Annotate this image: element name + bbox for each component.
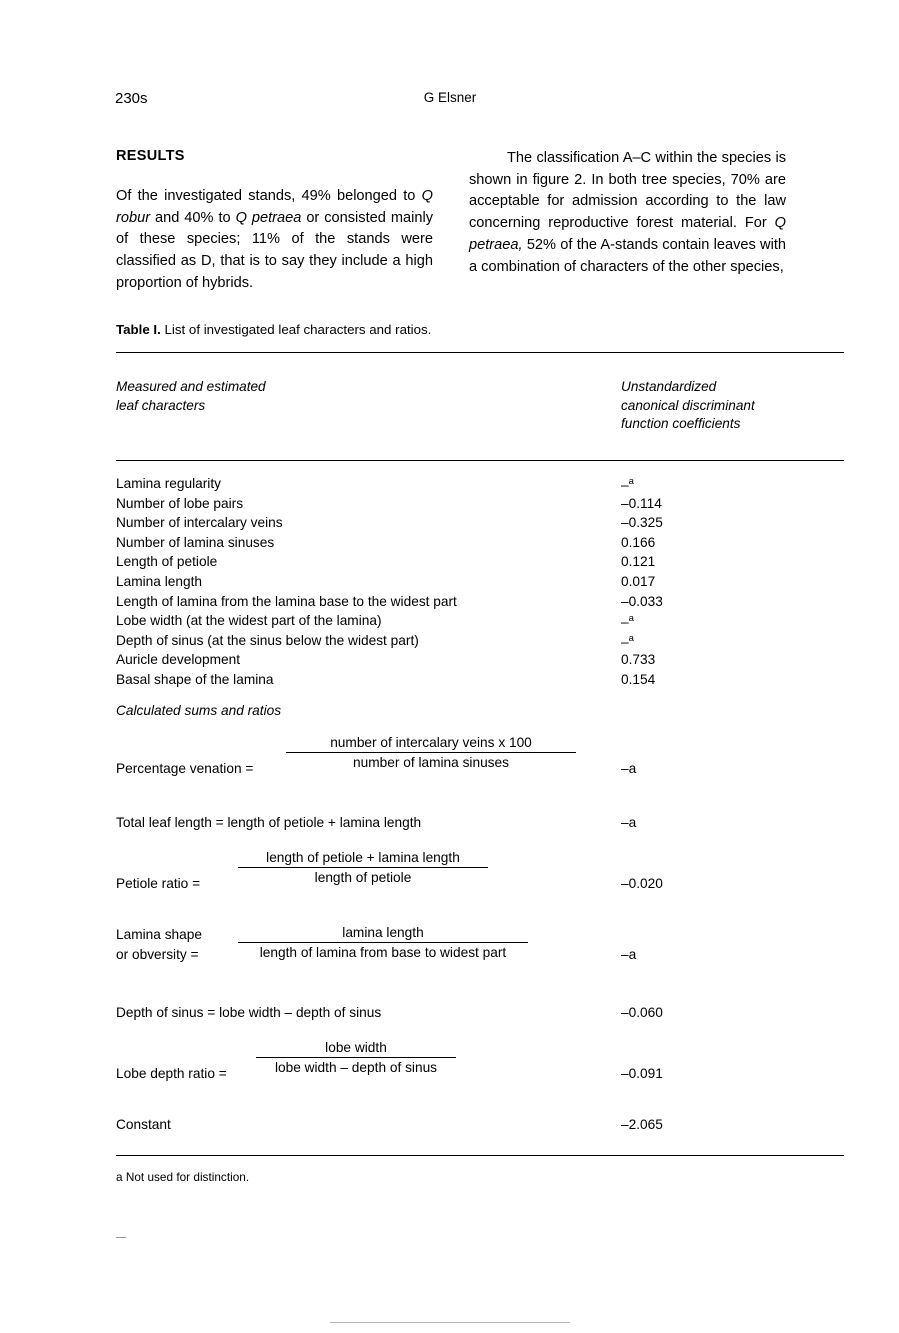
fraction <box>238 925 528 960</box>
table-caption-text: List of investigated leaf characters and ratios. <box>164 322 432 337</box>
table-row <box>116 476 844 496</box>
formula-value: –a <box>621 947 637 962</box>
page-number: 230s <box>115 90 148 107</box>
character-value: 0.017 <box>621 573 656 589</box>
character-value: 0.121 <box>621 554 656 570</box>
table-row <box>116 496 844 516</box>
table-rule-header <box>116 460 844 461</box>
formula-label: Lamina shape or obversity = <box>116 927 202 962</box>
formula-label: Percentage venation = <box>116 761 254 776</box>
character-label: Lamina regularity <box>116 476 221 491</box>
results-paragraph: Of the investigated stands, 49% belonged to Q robur and 40% to Q petraea or consisted mainly of these species; 11% of the stands were classified as D, that is to say they include a high proportion of hybrids. <box>116 188 433 291</box>
table-footnote: a Not used for distinction. <box>116 1170 250 1184</box>
fraction <box>286 735 576 770</box>
fraction-numerator: number of intercalary veins x 100 <box>330 735 532 750</box>
character-value: –$^a$ <box>621 476 634 493</box>
table-header-left: Measured and estimated leaf characters <box>116 379 266 413</box>
scan-artifact-tick <box>116 1237 126 1238</box>
fraction-denominator: lobe width – depth of sinus <box>274 1060 438 1075</box>
fraction <box>256 1040 456 1075</box>
fraction-numerator: lobe width <box>325 1040 387 1055</box>
table-caption-label: Table I. <box>116 322 161 337</box>
table-row <box>116 574 844 594</box>
table-caption <box>116 322 786 337</box>
formula-value: –0.091 <box>621 1066 663 1081</box>
character-value: –$^a$ <box>621 632 634 650</box>
formula-label: Depth of sinus = lobe width – depth of sinus <box>116 1005 382 1020</box>
character-label: Lamina length <box>116 573 202 589</box>
character-value: 0.166 <box>621 534 656 550</box>
character-value: –0.325 <box>621 515 663 531</box>
fraction-bar <box>256 1057 456 1058</box>
character-label: Depth of sinus (at the sinus below the widest part) <box>116 632 419 648</box>
character-label: Number of lobe pairs <box>116 495 244 511</box>
intro-columns <box>116 148 786 295</box>
table-row <box>116 554 844 574</box>
running-head <box>115 90 785 110</box>
table-row <box>116 633 844 653</box>
scan-artifact-rule <box>330 1322 570 1323</box>
table-rule-bottom <box>116 1155 844 1156</box>
character-value: 0.733 <box>621 652 656 668</box>
character-label: Auricle development <box>116 652 241 668</box>
column-left <box>116 148 433 295</box>
formula-value: –a <box>621 761 637 776</box>
fraction-bar <box>238 867 488 868</box>
character-rows <box>116 476 844 692</box>
formula-label: Constant <box>116 1117 171 1132</box>
character-value: –0.114 <box>621 495 662 511</box>
fraction <box>238 850 488 885</box>
table-row <box>116 672 844 692</box>
formula-label: Total leaf length = length of petiole + lamina length <box>116 815 422 830</box>
running-head-author: G Elsner <box>423 90 477 105</box>
formula-label: Lobe depth ratio = <box>116 1066 227 1081</box>
fraction-denominator: number of lamina sinuses <box>353 755 509 770</box>
formula-value: –0.020 <box>621 876 663 891</box>
table-row <box>116 652 844 672</box>
formula-value: –a <box>621 815 637 830</box>
fraction-bar <box>238 942 528 943</box>
fraction-bar <box>286 752 576 753</box>
calculated-subheading: Calculated sums and ratios <box>116 703 282 718</box>
classification-paragraph: The classification A–C within the species is shown in figure 2. In both tree species, 70% are acceptable for admission according to the law concerning reproductive forest material. For Q petraea, 52% of the A-stands contain leaves with a combination of characters of the other species, <box>469 150 786 275</box>
character-value: –0.033 <box>621 593 663 609</box>
table-rule-top <box>116 352 844 353</box>
table-row <box>116 594 844 614</box>
character-value: –$^a$ <box>621 613 634 630</box>
table-row <box>116 535 844 555</box>
character-label: Length of lamina from the lamina base to the widest part <box>116 593 457 609</box>
fraction-denominator: length of petiole <box>314 870 412 885</box>
character-label: Basal shape of the lamina <box>116 671 274 687</box>
fraction-numerator: lamina length <box>342 925 424 940</box>
section-heading-results: RESULTS <box>116 148 185 164</box>
character-value: 0.154 <box>621 671 656 687</box>
table-row <box>116 613 844 633</box>
formula-value: –2.065 <box>621 1117 663 1132</box>
fraction-numerator: length of petiole + lamina length <box>266 850 460 865</box>
column-right <box>469 148 786 295</box>
character-label: Length of petiole <box>116 554 218 570</box>
character-label: Number of intercalary veins <box>116 515 283 531</box>
formula-value: –0.060 <box>621 1005 663 1020</box>
table-header-right: Unstandardized canonical discriminant function coefficients <box>621 379 755 432</box>
table-row <box>116 515 844 535</box>
fraction-denominator: length of lamina from base to widest part <box>259 945 507 960</box>
formula-label: Petiole ratio = <box>116 876 201 891</box>
character-label: Lobe width (at the widest part of the lamina) <box>116 613 382 629</box>
character-label: Number of lamina sinuses <box>116 534 275 550</box>
